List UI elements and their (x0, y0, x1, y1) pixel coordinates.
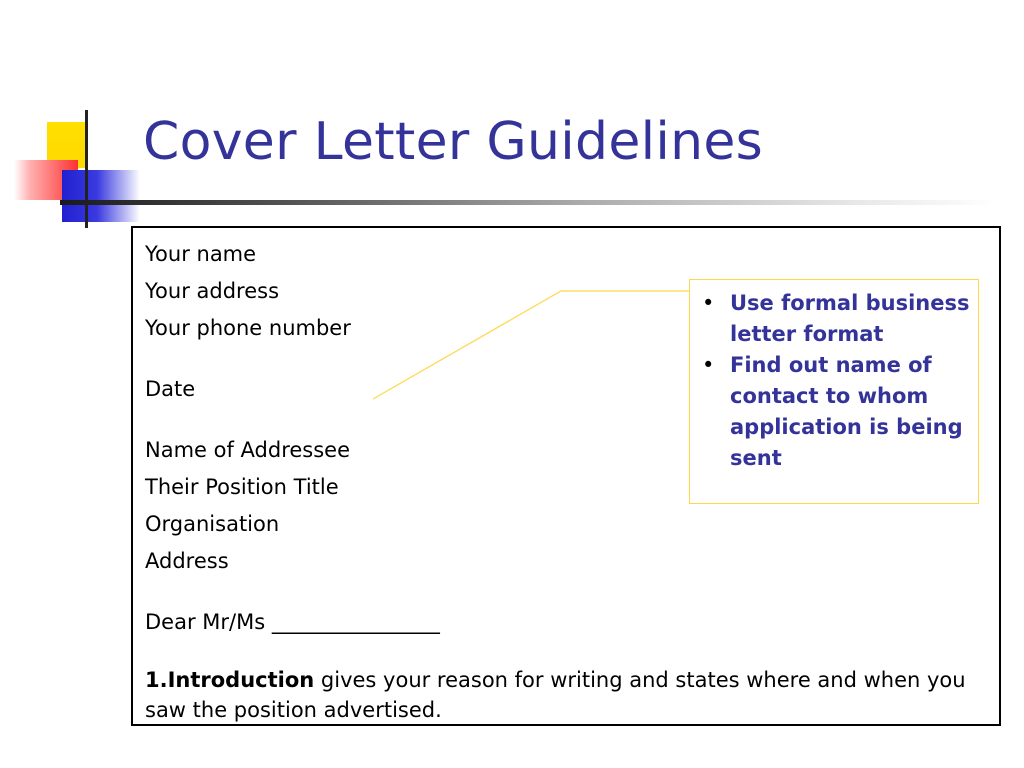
salutation: Dear Mr/Ms ________________ (145, 610, 440, 634)
sender-name: Your name (145, 242, 257, 266)
logo-blue-square (62, 170, 140, 222)
addressee-address: Address (145, 549, 229, 573)
introduction-paragraph (145, 665, 987, 725)
guideline-item: • Use formal business letter format (730, 288, 970, 350)
sender-phone: Your phone number (145, 316, 351, 340)
addressee-position: Their Position Title (145, 475, 339, 499)
introduction-label: 1.Introduction (145, 668, 315, 692)
guideline-callout (689, 279, 979, 504)
addressee-name: Name of Addressee (145, 438, 351, 462)
title-underline (60, 200, 1000, 205)
guideline-list (690, 280, 978, 474)
sender-address: Your address (145, 279, 280, 303)
slide-title: Cover Letter Guidelines (143, 112, 764, 172)
guideline-item: • Find out name of contact to whom application is being sent (730, 350, 970, 474)
addressee-organisation: Organisation (145, 512, 280, 536)
logo-vertical-line (85, 110, 88, 228)
introduction-text: gives your reason for writing and states where and when you saw the position advertised. (145, 668, 966, 722)
letter-date: Date (145, 377, 196, 401)
